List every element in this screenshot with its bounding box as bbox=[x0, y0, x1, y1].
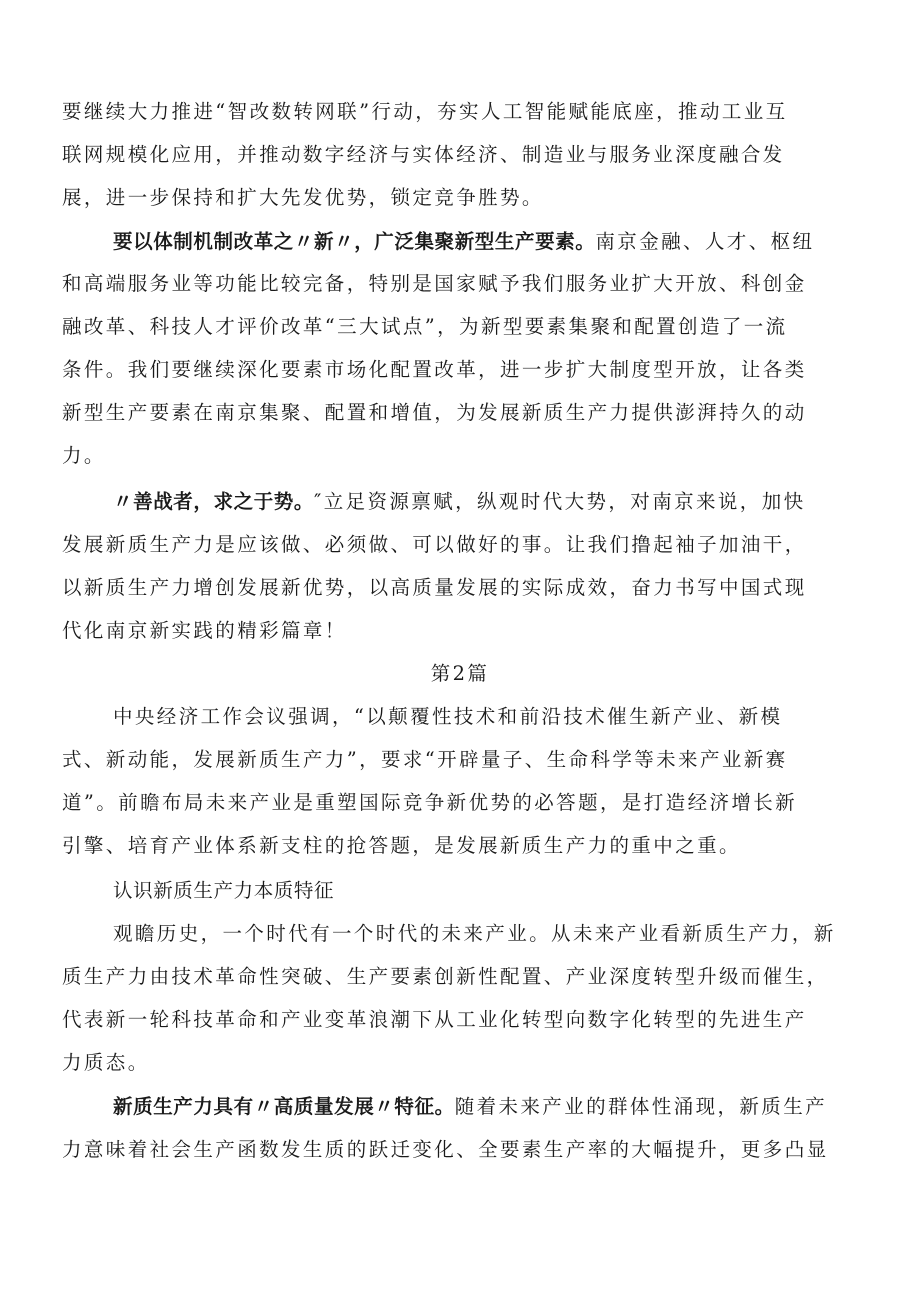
text-line bbox=[113, 228, 814, 256]
text-line: 展，进一步保持和扩大先发优势，锁定竞争胜势。 bbox=[62, 186, 544, 209]
text-run: ″立足资源禀赋，纵观时代大势，对南京来说，加快 bbox=[314, 490, 806, 513]
text-line: 联网规模化应用，并推动数字经济与实体经济、制造业与服务业深度融合发 bbox=[62, 143, 785, 166]
text-line: 要继续大力推进“智改数转网联”行动，夯实人工智能赋能底座，推动工业互 bbox=[62, 100, 788, 123]
text-line: 中央经济工作会议强调，“以颠覆性技术和前沿技术催生新产业、新模 bbox=[113, 705, 783, 728]
bold-lead: 〃善战者，求之于势。 bbox=[113, 490, 315, 513]
text-line: 力意味着社会生产函数发生质的跃迁变化、全要素生产率的大幅提升，更多凸显 bbox=[62, 1138, 829, 1161]
text-line: 新型生产要素在南京集聚、配置和增值，为发展新质生产力提供澎湃持久的动 bbox=[62, 401, 807, 424]
text-line: 代化南京新实践的精彩篇章！ bbox=[62, 619, 347, 642]
text-line: 质生产力由技术革命性突破、生产要素创新性配置、产业深度转型升级而催生， bbox=[62, 965, 829, 988]
text-line: 式、新动能，发展新质生产力”，要求“开辟量子、生命科学等未来产业新赛 bbox=[62, 748, 788, 771]
text-line bbox=[113, 488, 806, 516]
text-run: 随着未来产业的群体性涌现，新质生产 bbox=[454, 1095, 828, 1118]
text-line bbox=[113, 1093, 827, 1121]
bold-lead: 要以体制机制改革之〃新〃，广泛集聚新型生产要素。 bbox=[113, 230, 596, 253]
text-line: 观瞻历史，一个时代有一个时代的未来产业。从未来产业看新质生产力，新 bbox=[113, 922, 836, 945]
text-line: 力。 bbox=[62, 444, 106, 467]
text-line: 引擎、培育产业体系新支柱的抢答题，是发展新质生产力的重中之重。 bbox=[62, 834, 741, 857]
text-line: 代表新一轮科技革命和产业变革浪潮下从工业化转型向数字化转型的先进生产 bbox=[62, 1008, 807, 1031]
text-run: 南京金融、人才、枢纽 bbox=[595, 230, 815, 253]
text-line: 道”。前瞻布局未来产业是重塑国际竞争新优势的必答题，是打造经济增长新 bbox=[62, 791, 798, 814]
text-line: 和高端服务业等功能比较完备，特别是国家赋予我们服务业扩大开放、科创金 bbox=[62, 272, 807, 295]
text-line: 融改革、科技人才评价改革“三大试点”，为新型要素集聚和配置创造了一流 bbox=[62, 315, 788, 338]
text-line: 以新质生产力增创发展新优势，以高质量发展的实际成效，奋力书写中国式现 bbox=[62, 576, 807, 599]
text-line: 力质态。 bbox=[62, 1051, 150, 1074]
text-line: 发展新质生产力是应该做、必须做、可以做好的事。让我们撸起袖子加油干， bbox=[62, 533, 807, 556]
text-line: 条件。我们要继续深化要素市场化配置改革，进一步扩大制度型开放，让各类 bbox=[62, 358, 807, 381]
bold-lead: 新质生产力具有〃高质量发展〃特征。 bbox=[113, 1095, 455, 1118]
section-title: 第2篇 bbox=[430, 662, 490, 685]
subheading: 认识新质生产力本质特征 bbox=[113, 879, 335, 902]
